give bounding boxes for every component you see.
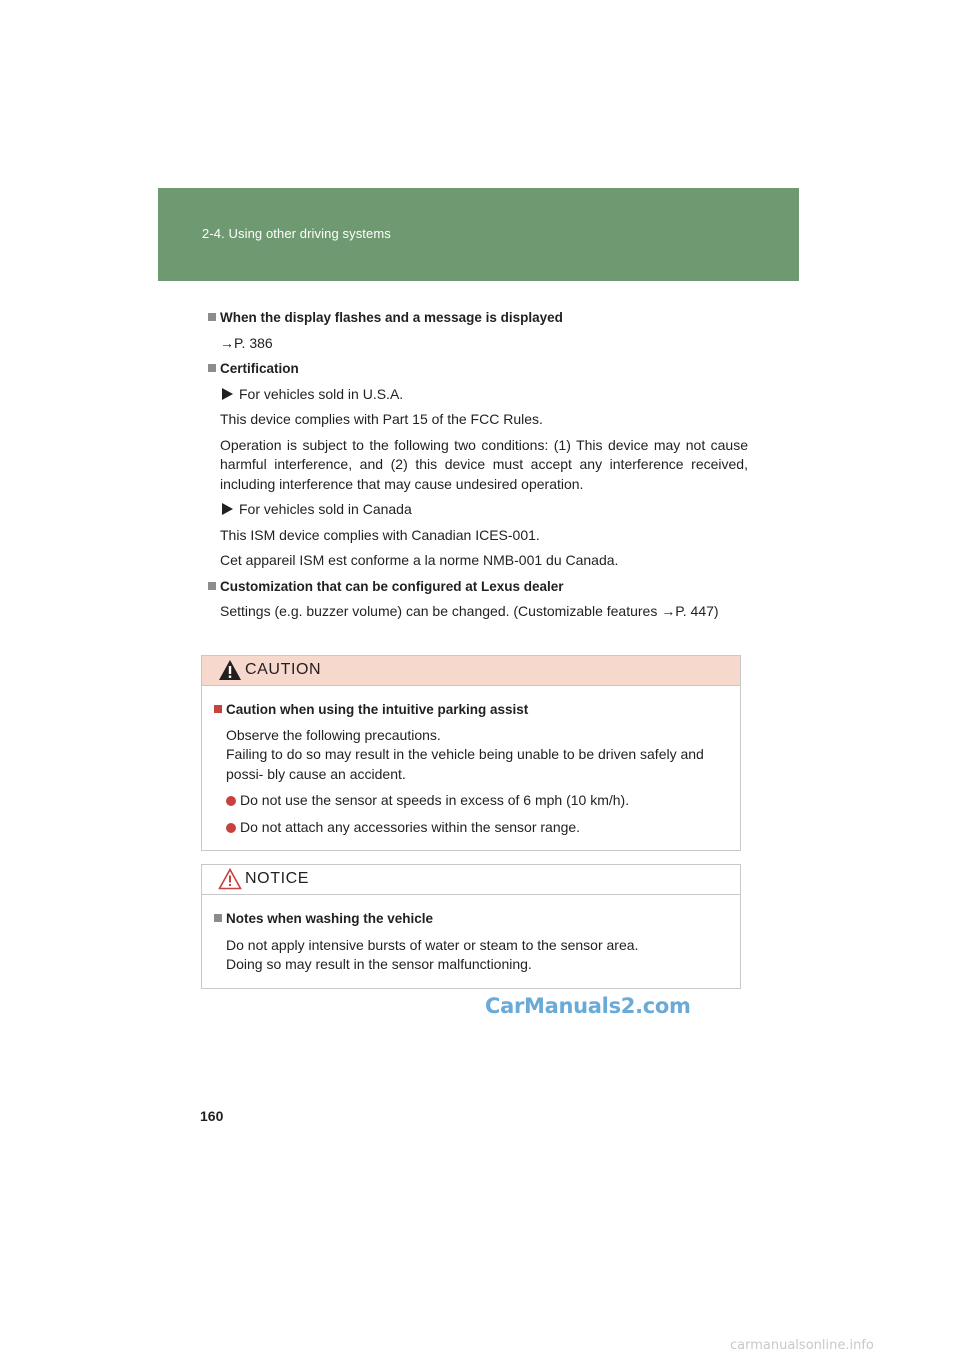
caution-bullet-2 xyxy=(214,818,730,838)
caution-body xyxy=(202,686,740,849)
canada-label-text: For vehicles sold in Canada xyxy=(239,501,412,517)
warning-triangle-icon xyxy=(218,868,242,890)
notice-body xyxy=(202,895,740,987)
square-bullet-icon xyxy=(214,705,222,713)
footer-watermark: carmanualsonline.info xyxy=(730,1338,874,1353)
caution-heading xyxy=(214,700,730,720)
canada-paragraph-1: This ISM device complies with Canadian ICES-001. xyxy=(220,526,540,543)
heading-customization xyxy=(208,577,748,597)
usa-label-text: For vehicles sold in U.S.A. xyxy=(239,385,404,402)
heading-text: Customization that can be configured at Lexus dealer xyxy=(220,578,564,594)
triangle-arrow-icon xyxy=(222,388,233,400)
caution-heading-text: Caution when using the intuitive parking assist xyxy=(226,702,529,717)
heading-certification xyxy=(208,359,748,379)
notice-heading-text: Notes when washing the vehicle xyxy=(226,911,434,926)
watermark-logo: CarManuals2.com xyxy=(485,994,691,1018)
square-bullet-icon xyxy=(208,582,216,590)
bullet-dot-icon xyxy=(226,823,236,833)
warning-triangle-icon xyxy=(218,659,242,681)
caution-paragraph-2: Failing to do so may result in the vehicle being unable to be driven safely and possi- bly cause an accident. xyxy=(226,746,704,782)
triangle-arrow-icon xyxy=(222,503,233,515)
heading-text: When the display flashes and a message is displayed xyxy=(220,310,563,325)
page-reference: →P. 386 xyxy=(220,334,273,351)
notice-heading xyxy=(214,909,730,929)
notice-paragraph-2: Doing so may result in the sensor malfunctioning. xyxy=(226,956,532,972)
square-bullet-icon xyxy=(208,313,216,321)
caution-bullet-1 xyxy=(214,791,730,811)
canada-label xyxy=(208,500,748,520)
caution-bullet-text: Do not attach any accessories within the sensor range. xyxy=(240,818,581,835)
square-bullet-icon xyxy=(214,914,222,922)
canada-paragraph-2: Cet appareil ISM est conforme a la norme NMB-001 du Canada. xyxy=(220,552,619,568)
usa-label xyxy=(208,385,748,405)
square-bullet-icon xyxy=(208,364,216,372)
heading-display-flashes xyxy=(208,308,748,328)
section-title: 2-4. Using other driving systems xyxy=(202,226,391,241)
page-number: 160 xyxy=(200,1108,224,1124)
main-content xyxy=(208,308,748,622)
notice-paragraph-1: Do not apply intensive bursts of water or steam to the sensor area. xyxy=(226,936,639,953)
bullet-dot-icon xyxy=(226,796,236,806)
notice-box xyxy=(201,864,741,989)
notice-header xyxy=(202,865,740,895)
caution-header xyxy=(202,656,740,686)
notice-label: NOTICE xyxy=(245,870,310,887)
caution-box xyxy=(201,655,741,851)
caution-label: CAUTION xyxy=(245,661,322,678)
usa-paragraph-2: Operation is subject to the following two conditions: (1) This device may not cause harmful interference, and (2) this device must accept any interference received, including interference that may cause undesired operation. xyxy=(220,436,748,492)
caution-bullet-text: Do not use the sensor at speeds in excess of 6 mph (10 km/h). xyxy=(240,792,630,808)
heading-text: Certification xyxy=(220,361,299,376)
caution-paragraph-1: Observe the following precautions. xyxy=(226,726,441,743)
usa-paragraph-1: This device complies with Part 15 of the FCC Rules. xyxy=(220,411,543,427)
customization-paragraph: Settings (e.g. buzzer volume) can be changed. (Customizable features →P. 447) xyxy=(220,603,719,619)
section-header xyxy=(158,188,799,281)
